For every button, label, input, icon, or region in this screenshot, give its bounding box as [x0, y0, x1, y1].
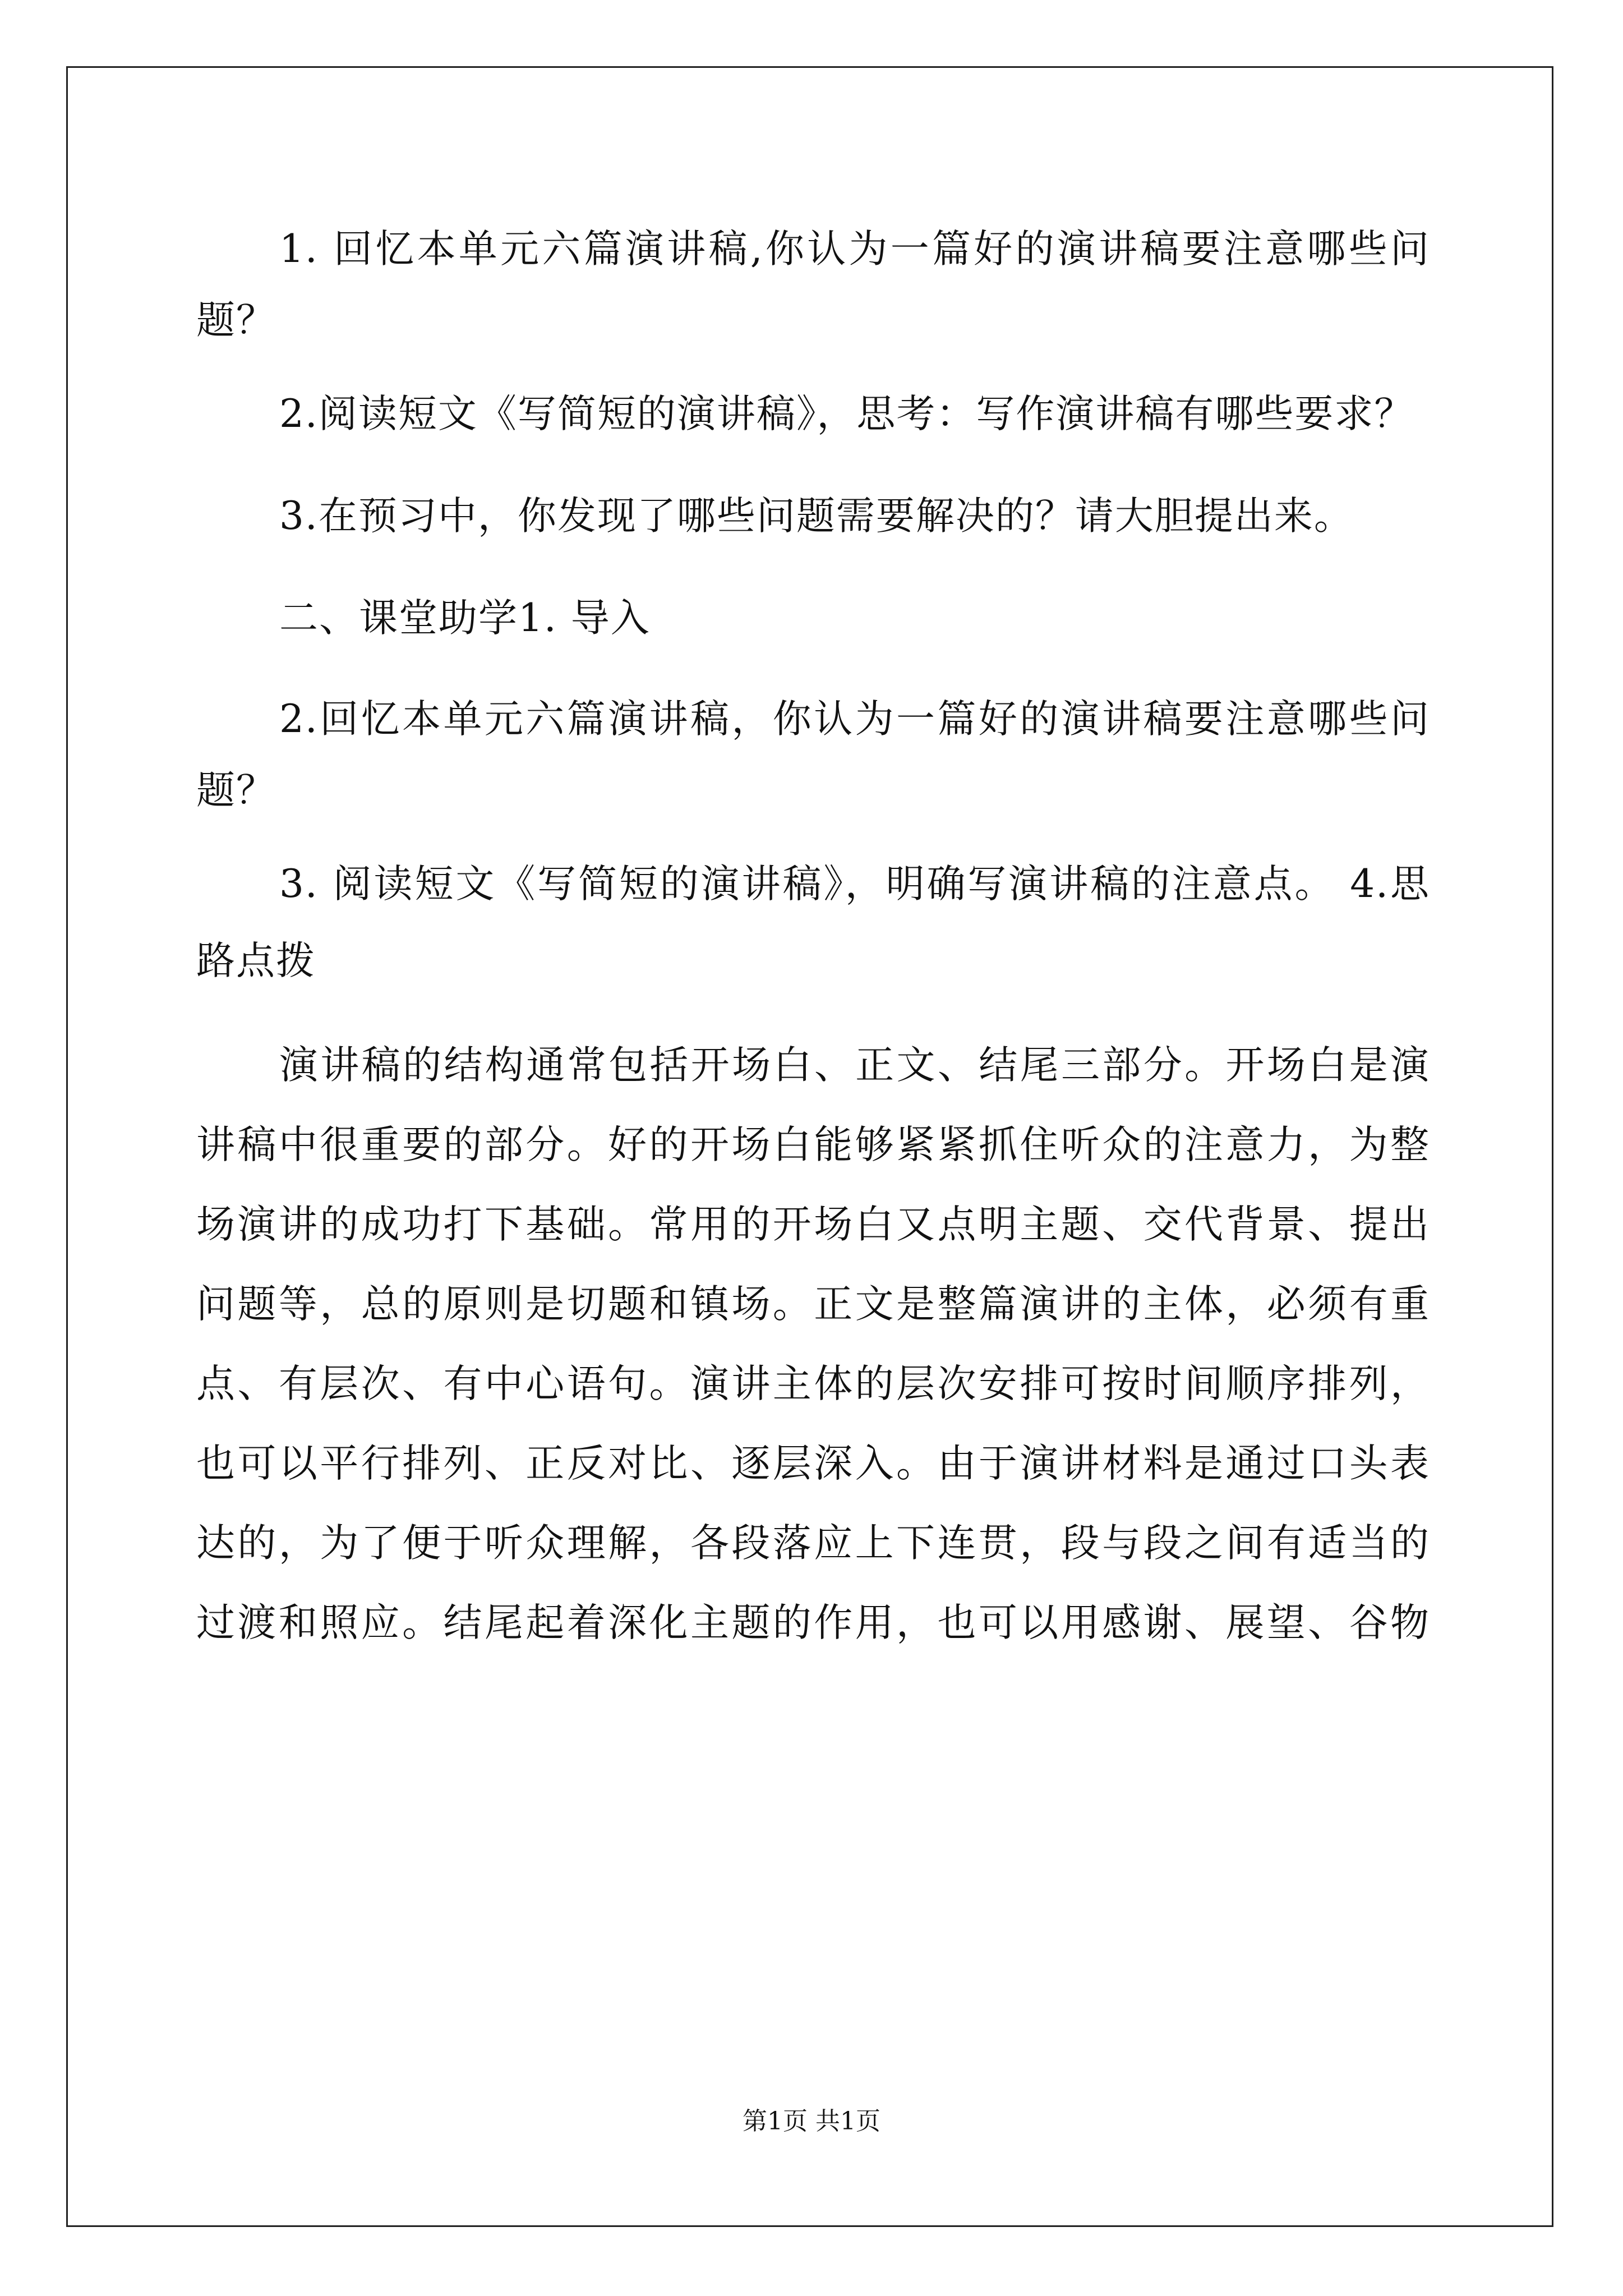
text-line: 点、有层次、有中心语句。演讲主体的层次安排可按时间顺序排列，	[196, 1361, 1430, 1406]
text-line: 问题等，总的原则是切题和镇场。正文是整篇演讲的主体，必须有重	[196, 1282, 1430, 1327]
section-heading: 二、课堂助学1. 导入	[279, 596, 651, 641]
text-line: 也可以平行排列、正反对比、逐层深入。由于演讲材料是通过口头表	[196, 1441, 1430, 1486]
text-line: 2.回忆本单元六篇演讲稿，你认为一篇好的演讲稿要注意哪些问	[279, 697, 1430, 742]
page-footer: 第1页 共1页	[743, 2107, 880, 2136]
text-line: 3.在预习中，你发现了哪些问题需要解决的？请大胆提出来。	[279, 494, 1354, 539]
text-line: 题？	[196, 768, 276, 813]
text-line: 路点拨	[196, 938, 316, 983]
text-line: 1. 回忆本单元六篇演讲稿,你认为一篇好的演讲稿要注意哪些问	[279, 227, 1430, 272]
text-line: 2.阅读短文《写简短的演讲稿》，思考：写作演讲稿有哪些要求？	[279, 392, 1414, 436]
text-line: 过渡和照应。结尾起着深化主题的作用，也可以用感谢、展望、谷物	[196, 1600, 1430, 1645]
text-line: 场演讲的成功打下基础。常用的开场白又点明主题、交代背景、提出	[196, 1202, 1430, 1247]
text-line: 演讲稿的结构通常包括开场白、正文、结尾三部分。开场白是演	[279, 1043, 1430, 1088]
text-line: 题？	[196, 298, 276, 343]
text-line: 达的，为了便于听众理解，各段落应上下连贯，段与段之间有适当的	[196, 1521, 1430, 1566]
text-line: 讲稿中很重要的部分。好的开场白能够紧紧抓住听众的注意力，为整	[196, 1122, 1430, 1167]
text-line: 3. 阅读短文《写简短的演讲稿》，明确写演讲稿的注意点。 4.思	[279, 862, 1430, 907]
